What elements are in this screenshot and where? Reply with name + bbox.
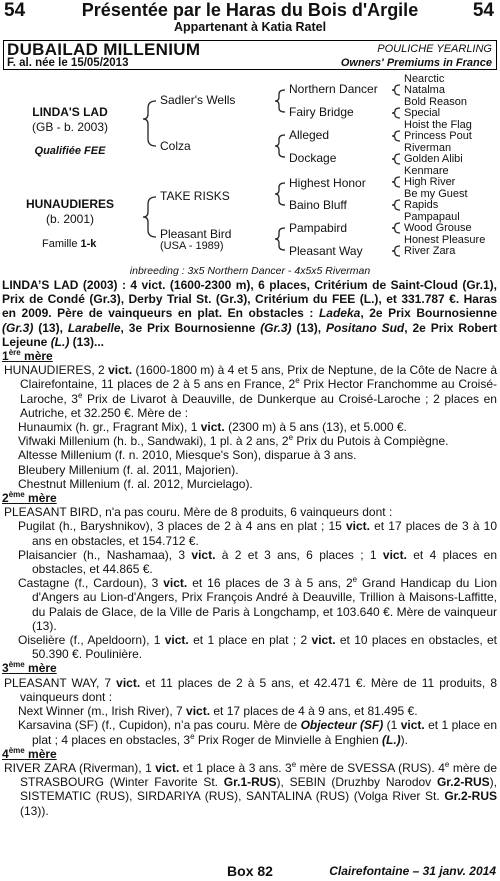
gen2-sire-sire: Sadler's Wells — [160, 93, 236, 107]
gen2-dam-sire: TAKE RISKS — [160, 189, 230, 203]
section-heading-4: 4ème mère — [2, 745, 57, 761]
sire-details: (GB - b. 2003) — [31, 120, 109, 134]
gen3-6: Baino Bluff — [289, 198, 347, 212]
gen4-10: High River — [404, 176, 456, 188]
dam-1-record: HUNAUDIERES, 2 vict. (1600-1800 m) à 4 et 5 ans, Prix de Neptune, de la Côte de Nacre à Clairefontaine, 11 places de 2 à 5 ans en France, 2e Prix Hector Franchomme au Croisé-Laroche, 3e Prix de Livarot à Deauville, de Dunkerque au Croisé-Laroche ; 2 places en Autriche, et 32.250 €. Mère de : — [4, 363, 497, 420]
dam-2-record: PLEASANT BIRD, n'a pas couru. Mère de 8 produits, 6 vainqueurs dont : — [4, 505, 393, 520]
gen4-15: Honest Pleasure — [404, 234, 486, 246]
section-heading-1: 1ère mère — [2, 348, 53, 364]
pedigree-table — [0, 72, 500, 278]
gen4-13: Pampapaul — [404, 211, 460, 223]
gen4-3: Bold Reason — [404, 96, 467, 108]
gen4-14: Wood Grouse — [404, 222, 472, 234]
dam-1-produce-4: Bleubery Millenium (f. al. 2011, Majorien). — [18, 462, 239, 477]
catalogue-text — [2, 278, 497, 818]
dam-3-produce-1: Next Winner (m., Irish River), 7 vict. et 17 places de 4 à 9 ans, et 81.495 €. — [18, 704, 418, 719]
inbreeding-note: inbreeding : 3x5 Northern Dancer - 4x5x5 Riverman — [129, 265, 371, 277]
gen3-3: Alleged — [289, 128, 330, 142]
dam-4-record: RIVER ZARA (Riverman), 1 vict. et 1 place à 3 ans. 3e mère de SVESSA (RUS). 4e mère de STRASBOURG (Winter Favorite St. Gr.1-RUS), SEBIN (Druzhby Narodov Gr.2-RUS), SISTEMATIC (RUS), SIRDARIYA (RUS), SANTALINA (RUS) (Volga River St. Gr.2-RUS (13)). — [4, 759, 497, 818]
gen4-7: Riverman — [404, 142, 452, 154]
gen4-6: Princess Pout — [404, 130, 472, 142]
section-heading-3: 3ème mère — [2, 660, 57, 676]
dam-3-produce-2: Karsavina (SF) (f., Cupidon), n’a pas couru. Mère de Objecteur (SF) (1 vict. et 1 place en plat ; 4 places en obstacles, 3e Prix Roger de Minvielle à Enghien (L.)). — [18, 718, 497, 747]
gen3-2: Fairy Bridge — [289, 105, 354, 119]
gen3-4: Dockage — [289, 151, 337, 165]
horse-birth: F. al. née le 15/05/2013 — [7, 57, 129, 69]
gen2-dam-dam-details: (USA - 1989) — [160, 240, 224, 252]
dam-1-produce-1: Hunaumix (h. gr., Fragrant Mix), 1 vict. (2300 m) à 5 ans (13), et 5.000 €. — [18, 420, 407, 435]
gen2-sire-dam: Colza — [160, 139, 191, 153]
horse-name-box — [3, 40, 497, 70]
section-heading-2: 2ème mère — [2, 490, 57, 506]
gen2-dam-dam: Pleasant Bird — [160, 227, 232, 241]
dam-2-produce-3: Castagne (f., Cardoun), 3 vict. et 16 places de 3 à 5 ans, 2e Grand Handicap du Lion d'Angers au Lion-d'Angers, Prix François André à Deauville, Trillion à Maisons-Laffitte, du Palais de Glace, de la Ville de Paris à Longchamp, et 103.640 €. Mère de vainqueur (13). — [18, 575, 497, 633]
gen3-7: Pampabird — [289, 221, 348, 235]
gen4-1: Nearctic — [404, 73, 445, 85]
horse-name: DUBAILAD MILLENIUM — [7, 40, 201, 59]
dam-2-produce-2: Plaisancier (h., Nashamaa), 3 vict. à 2 et 3 ans, 6 places ; 1 vict. et 4 places en obstacles, et 44.865 €. — [18, 547, 497, 577]
horse-category: POULICHE YEARLING — [377, 43, 492, 55]
dam-1-produce-2: Vifwaki Millenium (h. b., Sandwaki), 1 pl. à 2 ans, 2e Prix du Putois à Compiègne. — [18, 433, 449, 449]
dam-2-produce-4: Oiselière (f., Apeldoorn), 1 vict. et 1 place en plat ; 2 vict. et 10 places en obstacles, et 50.390 €. Poulinière. — [18, 633, 497, 662]
dam-family — [42, 238, 96, 250]
lot-number-right: 54 — [472, 0, 494, 21]
page-header — [0, 0, 500, 38]
gen4-5: Hoist the Flag — [404, 119, 472, 131]
page-footer — [0, 863, 500, 881]
gen4-11: Be my Guest — [404, 188, 468, 200]
gen3-8: Pleasant Way — [289, 244, 363, 258]
lot-number-left: 54 — [4, 0, 26, 21]
sire-name: LINDA'S LAD — [32, 105, 108, 119]
dam-details: (b. 2001) — [45, 212, 95, 226]
dam-1-produce-5: Chestnut Millenium (f. al. 2012, Murcielago). — [18, 476, 253, 491]
dam-1-produce-3: Altesse Millenium (f. n. 2010, Miesque's Son), disparue à 3 ans. — [18, 448, 357, 463]
family-value: 1-k — [80, 238, 97, 250]
sire-qualification: Qualifiée FEE — [34, 145, 106, 157]
dam-name: HUNAUDIERES — [25, 197, 114, 211]
gen3-1: Northern Dancer — [289, 82, 378, 96]
gen4-9: Kenmare — [404, 165, 449, 177]
owners-premiums: Owners' Premiums in France — [340, 57, 492, 69]
gen4-12: Rapids — [404, 199, 439, 211]
sale-place-date: Clairefontaine – 31 janv. 2014 — [329, 864, 496, 878]
family-label: Famille — [42, 238, 81, 250]
gen4-16: River Zara — [404, 245, 456, 257]
gen4-8: Golden Alibi — [404, 153, 463, 165]
owner-line: Appartenant à Katia Ratel — [173, 20, 327, 34]
gen3-5: Highest Honor — [289, 176, 366, 190]
dam-3-record: PLEASANT WAY, 7 vict. et 11 places de 2 à 5 ans, et 42.471 €. Mère de 11 produits, 8 vainqueurs dont : — [4, 675, 498, 704]
box-number: Box 82 — [227, 863, 273, 879]
dam-2-produce-1: Pugilat (h., Baryshnikov), 3 places de 2 à 4 ans en plat ; 15 vict. et 17 places de 3 à 10 ans en obstacles, et 154.712 €. — [18, 519, 497, 548]
sire-summary: LINDA’S LAD (2003) : 4 vict. (1600-2300 m), 6 places, Critérium de Saint-Cloud (Gr.1), Prix de Condé (Gr.3), Derby Trial St. (Gr.3), Critérium du FEE (L.), et 331.787 €. Haras en 2009. Père de vainqueurs en plat. En obstacles : Ladeka, 2e Prix Bournosienne (Gr.3) (13), Larabelle, 3e Prix Bournosienne (Gr.3) (13), Positano Sud, 2e Prix Robert Lejeune (L.) (13)... — [2, 278, 498, 349]
page-title: Présentée par le Haras du Bois d'Argile — [81, 0, 419, 20]
gen4-2: Natalma — [404, 84, 445, 96]
gen4-4: Special — [404, 107, 441, 119]
